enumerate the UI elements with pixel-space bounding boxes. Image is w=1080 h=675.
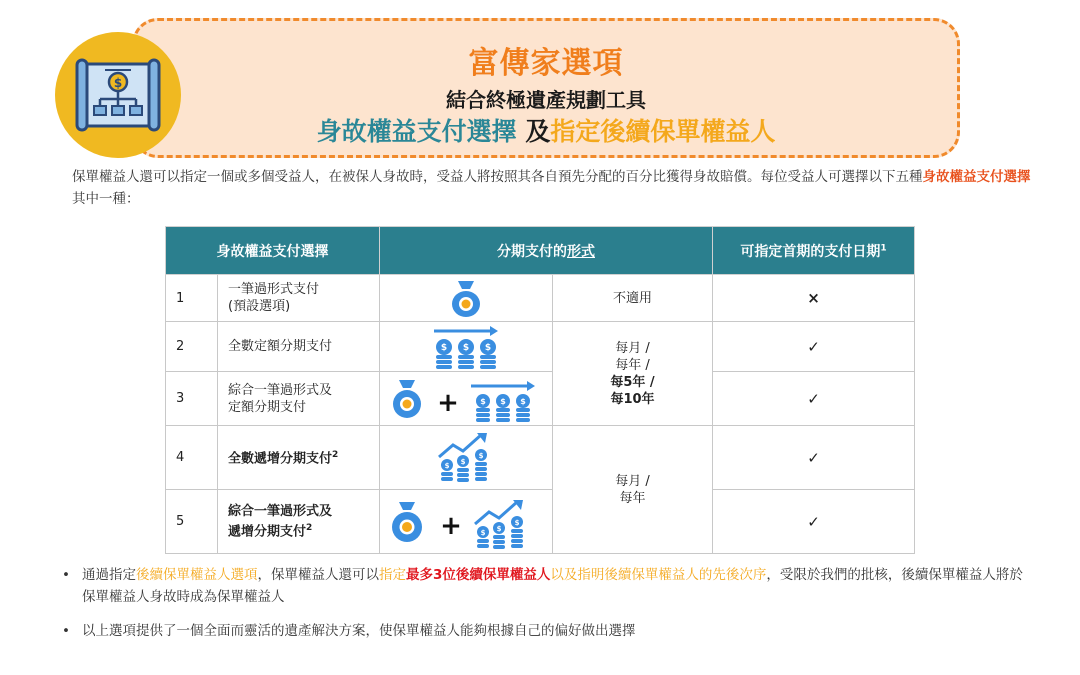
- page-title: 富傳家選項: [468, 46, 624, 81]
- heading-part-death-benefit: 身故權益支付選擇: [316, 117, 517, 146]
- payout-options-table: [165, 226, 915, 554]
- money-bag-plus-rising-coins-icon: [391, 494, 541, 550]
- row-option-footnote: 2: [306, 522, 313, 533]
- bullet1-max-three: 最多3位後續保單權益人: [406, 567, 551, 583]
- svg-text:$: $: [113, 76, 123, 90]
- table-row: [166, 275, 915, 322]
- table-row: [166, 490, 915, 554]
- svg-text:$: $: [520, 396, 526, 406]
- bullet1-successor-option: 後續保單權益人選項: [136, 567, 258, 583]
- bullet-flexible-solution: • 以上選項提供了一個全面而靈活的遺產解決方案，使保單權益人能夠根據自己的偏好做出選擇: [62, 620, 1032, 642]
- row-option-line1: 綜合一筆過形式及: [228, 503, 333, 519]
- row-option-name: [218, 426, 380, 490]
- row-option-line1: 全數定額分期支付: [228, 339, 333, 354]
- row-number: 3: [166, 372, 218, 426]
- intro-text-before: 保單權益人還可以指定一個或多個受益人，在被保人身故時，受益人將按照其各自預先分配的百分比獲得身故賠償。每位受益人可選擇以下五種: [72, 169, 923, 185]
- row-option-line2: 定額分期支付: [228, 399, 307, 415]
- row-option-line2: (預設選項): [228, 299, 291, 314]
- row-date-check: ✓: [713, 372, 915, 426]
- row-option-footnote: 2: [332, 450, 339, 461]
- page-heading-options: [132, 112, 960, 148]
- bullet1-designate: 指定: [379, 567, 406, 583]
- svg-text:$: $: [480, 528, 486, 537]
- row-form-icon-cell: [380, 426, 553, 490]
- form-line: 每10年: [610, 391, 655, 407]
- bullet1-p1: 通過指定: [82, 567, 136, 583]
- row-option-name: [218, 490, 380, 554]
- row-form-text-monthly-yearly: [553, 426, 713, 554]
- header-form-underlined: 形式: [567, 243, 595, 260]
- row-option-name: [218, 322, 380, 372]
- bullet-list: [62, 564, 1032, 642]
- money-bag-icon: [444, 277, 488, 319]
- row-form-icon-cell: [380, 275, 553, 322]
- svg-text:$: $: [514, 518, 520, 527]
- header-date-text: 可指定首期的支付日期: [740, 243, 881, 260]
- header-first-payment-date: [713, 227, 915, 275]
- row-option-line2: 遞增分期支付: [228, 524, 307, 540]
- svg-text:+: +: [440, 510, 462, 541]
- row-date-cross: ×: [713, 275, 915, 322]
- heading-part-and: 及: [516, 117, 551, 146]
- coin-stacks-arrow-icon: [430, 325, 502, 369]
- intro-highlight: 身故權益支付選擇: [922, 169, 1031, 185]
- row-number: 5: [166, 490, 218, 554]
- svg-text:$: $: [484, 342, 492, 353]
- form-line: 每月 /: [615, 473, 650, 489]
- svg-text:$: $: [440, 342, 448, 353]
- form-line: 每年: [619, 490, 646, 506]
- intro-paragraph: [72, 166, 1032, 210]
- row-form-icon-cell: [380, 322, 553, 372]
- svg-text:$: $: [496, 524, 502, 533]
- row-form-icon-cell: [380, 490, 553, 554]
- row-date-check: ✓: [713, 322, 915, 372]
- money-bag-plus-coin-stacks-icon: [391, 376, 541, 422]
- row-option-line2-wrap: [228, 520, 378, 540]
- table-row: [166, 322, 915, 372]
- header-form-prefix: 分期支付的: [497, 243, 567, 260]
- header-installment-form: [380, 227, 713, 275]
- svg-text:+: +: [437, 387, 459, 418]
- row-option-line1: 一筆過形式支付: [228, 282, 320, 297]
- row-option-line1: 全數遞增分期支付: [228, 451, 333, 467]
- bullet1-order: 以及指明後續保單權益人的先後次序: [550, 567, 767, 583]
- header-date-footnote: 1: [880, 242, 887, 253]
- row-form-text-monthly-to-10y: [553, 322, 713, 426]
- row-number: 4: [166, 426, 218, 490]
- bullet-successor-option: [62, 564, 1032, 608]
- row-option-line1: 綜合一筆過形式及: [228, 382, 333, 398]
- svg-text:$: $: [462, 342, 470, 353]
- header-payout-option: 身故權益支付選擇: [166, 227, 380, 275]
- page-subtitle: 結合終極遺產規劃工具: [446, 88, 646, 112]
- table-header-row: [166, 227, 915, 275]
- svg-text:$: $: [444, 461, 450, 470]
- form-line: 每5年 /: [610, 374, 655, 390]
- row-form-text: 不適用: [553, 275, 713, 322]
- row-date-check: ✓: [713, 490, 915, 554]
- intro-text-after: 其中一種：: [72, 191, 140, 207]
- row-option-name: [218, 275, 380, 322]
- form-line: 每年 /: [615, 357, 650, 373]
- table-row: [166, 372, 915, 426]
- row-option-name: [218, 372, 380, 426]
- rising-coins-icon: [435, 431, 497, 485]
- row-number: 1: [166, 275, 218, 322]
- row-number: 2: [166, 322, 218, 372]
- svg-text:$: $: [500, 396, 506, 406]
- form-line: 每月 /: [615, 340, 650, 356]
- row-form-icon-cell: [380, 372, 553, 426]
- svg-text:$: $: [460, 457, 466, 466]
- bullet1-p3: ，保單權益人還可以: [257, 567, 379, 583]
- svg-text:$: $: [478, 451, 484, 460]
- table-row: [166, 426, 915, 490]
- heading-part-successor: 指定後續保單權益人: [550, 117, 776, 146]
- row-date-check: ✓: [713, 426, 915, 490]
- svg-text:$: $: [480, 396, 486, 406]
- bullet1-p7: ，受限於我們的批核，後續保單權益人將於保單權益人身故時成為保單權益人: [82, 567, 1023, 605]
